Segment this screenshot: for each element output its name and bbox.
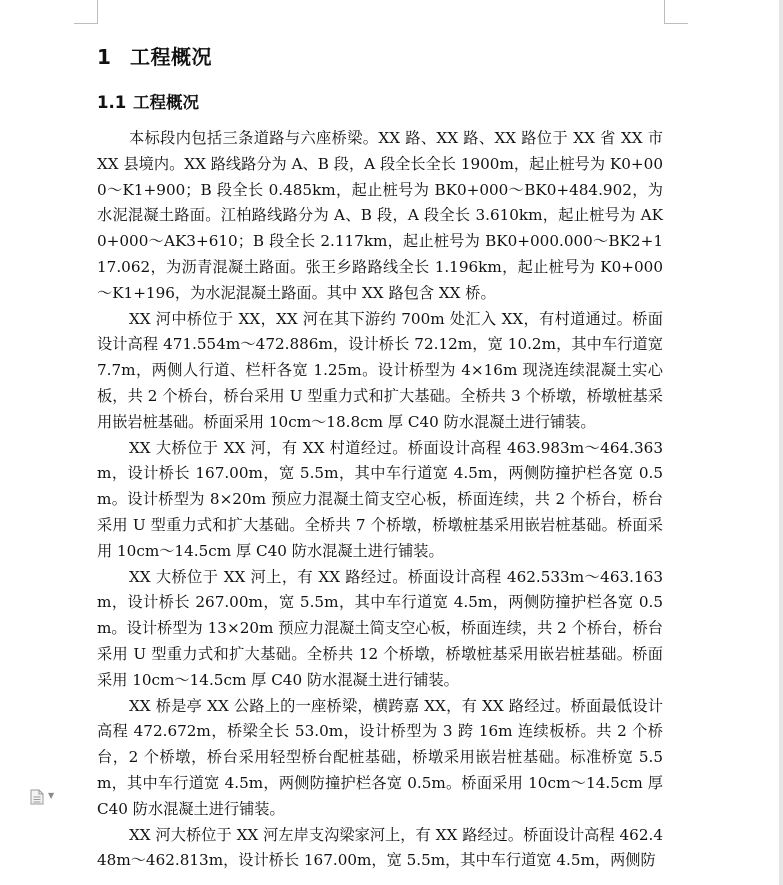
- heading-1: [97, 40, 663, 74]
- heading-1-number: 1: [97, 45, 112, 69]
- crop-mark-top-left: [74, 0, 98, 24]
- heading-2-number: 1.1: [97, 93, 127, 112]
- paragraph-overview: 本标段内包括三条道路与六座桥梁。XX 路、XX 路、XX 路位于 XX 省 XX 市 XX 县境内。XX 路线路分为 A、B 段，A 段全长全长 1900m，起止桩号为 K0+000～K1+900；B 段全长 0.485km，起止桩号为 BK0+000～BK0+484.902，为水泥混凝土路面。江柏路线路分为 A、B 段，A 段全长 3.610km，起止桩号为 AK0+000～AK3+610；B 段全长 2.117km，起止桩号为 BK0+000.000～BK2+117.062，为沥青混凝土路面。张王乡路路线全长 1.196km，起止桩号为 K0+000～K1+196，为水泥混凝土路面。其中 XX 路包含 XX 桥。: [97, 129, 663, 302]
- heading-1-title: 工程概况: [130, 45, 212, 69]
- heading-2-title: 工程概况: [133, 93, 199, 112]
- chevron-down-icon[interactable]: ▼: [48, 791, 55, 800]
- crop-mark-top-right: [664, 0, 688, 24]
- paragraph-bridge-1: XX 大桥位于 XX 河，有 XX 村道经过。桥面设计高程 463.983m～464.363m，设计桥长 167.00m，宽 5.5m，其中车行道宽 4.5m，两侧防撞护栏各宽 0.5m。设计桥型为 8×20m 预应力混凝土简支空心板，桥面连续，共 2 个桥台，桥台采用 U 型重力式和扩大基础。全桥共 7 个桥墩，桥墩桩基采用嵌岩桩基础。桥面采用 10cm～14.5cm 厚 C40 防水混凝土进行铺装。: [97, 438, 663, 560]
- heading-2: [97, 88, 663, 118]
- paragraph-bridge-2: XX 大桥位于 XX 河上，有 XX 路经过。桥面设计高程 462.533m～463.163m，设计桥长 267.00m，宽 5.5m，其中车行道宽 4.5m，两侧防撞护栏各宽 0.5m。设计桥型为 13×20m 预应力混凝土简支空心板，桥面连续，共 2 个桥台，桥台采用 U 型重力式和扩大基础。全桥共 12 个桥墩，桥墩桩基采用嵌岩桩基础。桥面采用 10cm～14.5cm 厚 C40 防水混凝土进行铺装。: [97, 567, 663, 689]
- document-body[interactable]: [97, 40, 663, 874]
- page-right-edge: [779, 0, 783, 885]
- paragraph-middle-bridge: XX 河中桥位于 XX，XX 河在其下游约 700m 处汇入 XX，有村道通过。桥面设计高程 471.554m～472.886m，设计桥长 72.12m，宽 10.2m，其中车行道宽 7.7m，两侧人行道、栏杆各宽 1.25m。设计桥型为 4×16m 现浇连续混凝土实心板，共 2 个桥台，桥台采用 U 型重力式和扩大基础。全桥共 3 个桥墩，桥墩桩基采用嵌岩桩基础。桥面采用 10cm～18.8cm 厚 C40 防水混凝土进行铺装。: [97, 309, 663, 431]
- paste-options-icon[interactable]: [30, 789, 44, 805]
- paragraph-bridge-3: XX 桥是亭 XX 公路上的一座桥梁，横跨嘉 XX，有 XX 路经过。桥面最低设计高程 472.672m，桥梁全长 53.0m，设计桥型为 3 跨 16m 连续板桥。共 2 个桥台，2 个桥墩，桥台采用轻型桥台配桩基础，桥墩采用嵌岩桩基础。标准桥宽 5.5m，其中车行道宽 4.5m，两侧防撞护栏各宽 0.5m。桥面采用 10cm～14.5cm 厚 C40 防水混凝土进行铺装。: [97, 696, 663, 818]
- paragraph-bridge-4: XX 河大桥位于 XX 河左岸支沟梁家河上，有 XX 路经过。桥面设计高程 462.448m～462.813m，设计桥长 167.00m，宽 5.5m，其中车行道宽 4.5m，两侧防: [97, 825, 663, 870]
